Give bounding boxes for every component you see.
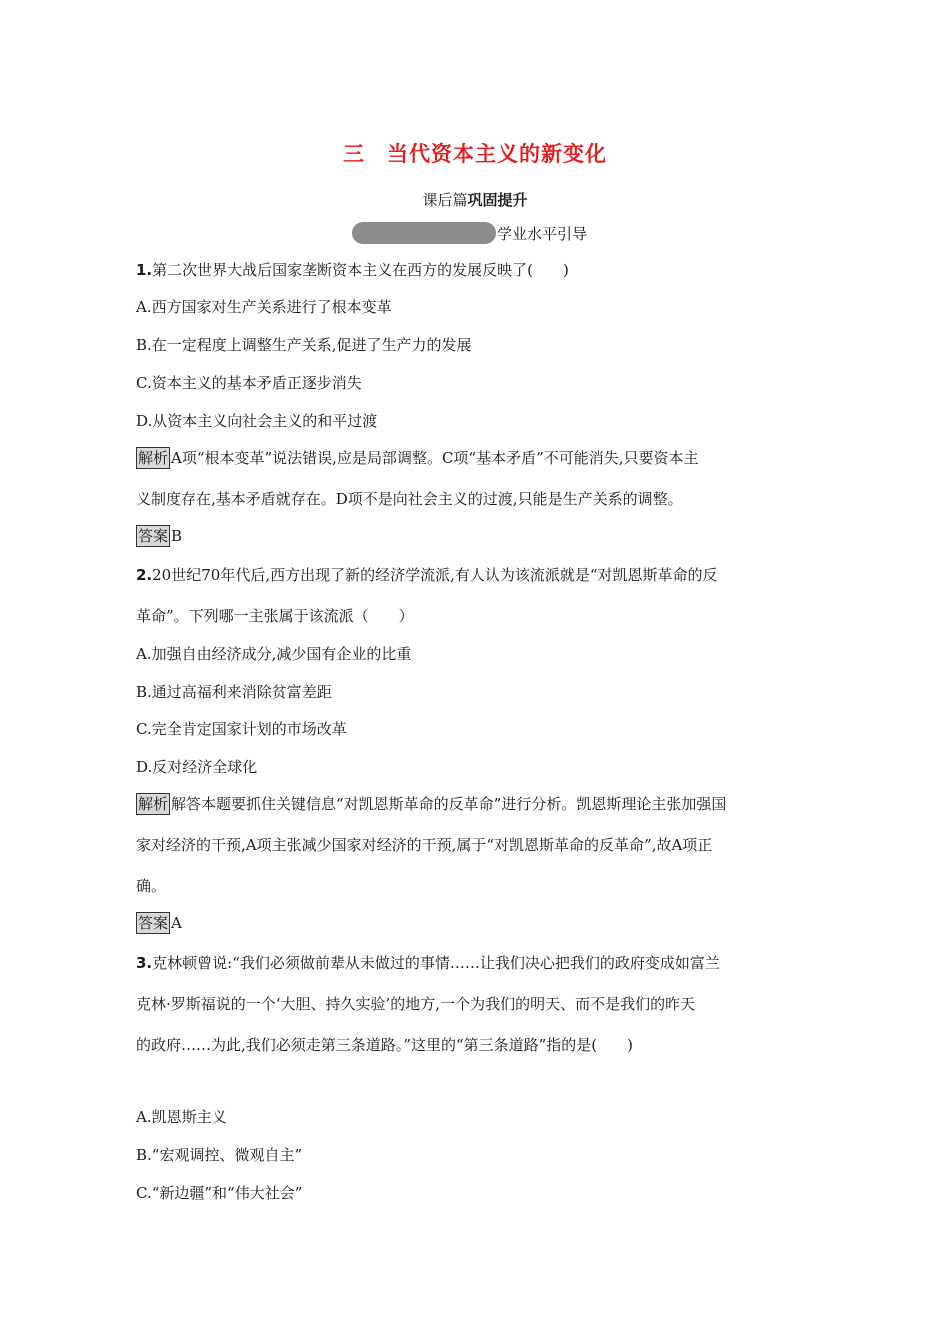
analysis-tag: 解析 — [138, 449, 169, 467]
question-1-option-d: D.从资本主义向社会主义的和平过渡 — [136, 412, 378, 430]
question-2-analysis-line: 确。 — [136, 877, 167, 895]
subtitle-bold: 巩固提升 — [467, 191, 528, 209]
question-2-analysis-line: 家对经济的干预,A项主张减少国家对经济的干预,属于“对凯恩斯革命的反革命”,故A项正 — [136, 836, 713, 854]
question-3-stem-line: 的政府……为此,我们必须走第三条道路。”这里的“第三条道路”指的是( ) — [136, 1036, 633, 1054]
question-1-option-b: B.在一定程度上调整生产关系,促进了生产力的发展 — [136, 336, 472, 354]
analysis-tag: 解析 — [138, 795, 169, 813]
question-2-option-c: C.完全肯定国家计划的市场改革 — [136, 720, 347, 738]
question-2-stem: 2.20世纪70年代后,西方出现了新的经济学流派,有人认为该流派就是“对凯恩斯革命的反 — [136, 566, 718, 584]
question-3-stem-line: 克林·罗斯福说的一个‘大胆、持久实验’的地方,一个为我们的明天、而不是我们的昨天 — [136, 995, 696, 1013]
guide-bar — [352, 222, 496, 244]
question-3-option-b: B.“宏观调控、微观自主” — [136, 1146, 303, 1164]
question-2-stem-line: 革命”。下列哪一主张属于该流派（ ） — [136, 607, 414, 625]
question-1-analysis-line: 解析 A项“根本变革”说法错误,应是局部调整。C项“基本矛盾”不可能消失,只要资本主 — [138, 449, 699, 467]
answer-tag: 答案 — [138, 527, 169, 545]
question-3-option-a: A.凯恩斯主义 — [136, 1108, 227, 1126]
page-title: 三 当代资本主义的新变化 — [343, 142, 607, 166]
question-1-option-c: C.资本主义的基本矛盾正逐步消失 — [136, 374, 362, 392]
subtitle — [0, 189, 950, 210]
question-2-option-b: B.通过高福利来消除贫富差距 — [136, 683, 332, 701]
question-2-analysis-line: 解析 解答本题要抓住关键信息“对凯恩斯革命的反革命”进行分析。凯恩斯理论主张加强国 — [138, 795, 727, 813]
guide-label: 学业水平引导 — [497, 225, 588, 243]
question-2-answer: 答案 A — [138, 914, 182, 932]
question-1-option-a: A.西方国家对生产关系进行了根本变革 — [136, 298, 392, 316]
question-3-stem: 3.克林顿曾说:“我们必须做前辈从未做过的事情……让我们决心把我们的政府变成如富兰 — [136, 954, 720, 972]
answer-tag: 答案 — [138, 914, 169, 932]
question-1-answer: 答案 B — [138, 527, 183, 545]
question-1-stem: 1.第二次世界大战后国家垄断资本主义在西方的发展反映了( ) — [136, 261, 569, 279]
question-2-option-d: D.反对经济全球化 — [136, 758, 258, 776]
question-2-option-a: A.加强自由经济成分,减少国有企业的比重 — [136, 645, 412, 663]
question-3-option-c: C.“新边疆”和“伟大社会” — [136, 1184, 303, 1202]
subtitle-prefix: 课后篇 — [422, 191, 468, 209]
question-1-analysis-line: 义制度存在,基本矛盾就存在。D项不是向社会主义的过渡,只能是生产关系的调整。 — [136, 490, 683, 508]
